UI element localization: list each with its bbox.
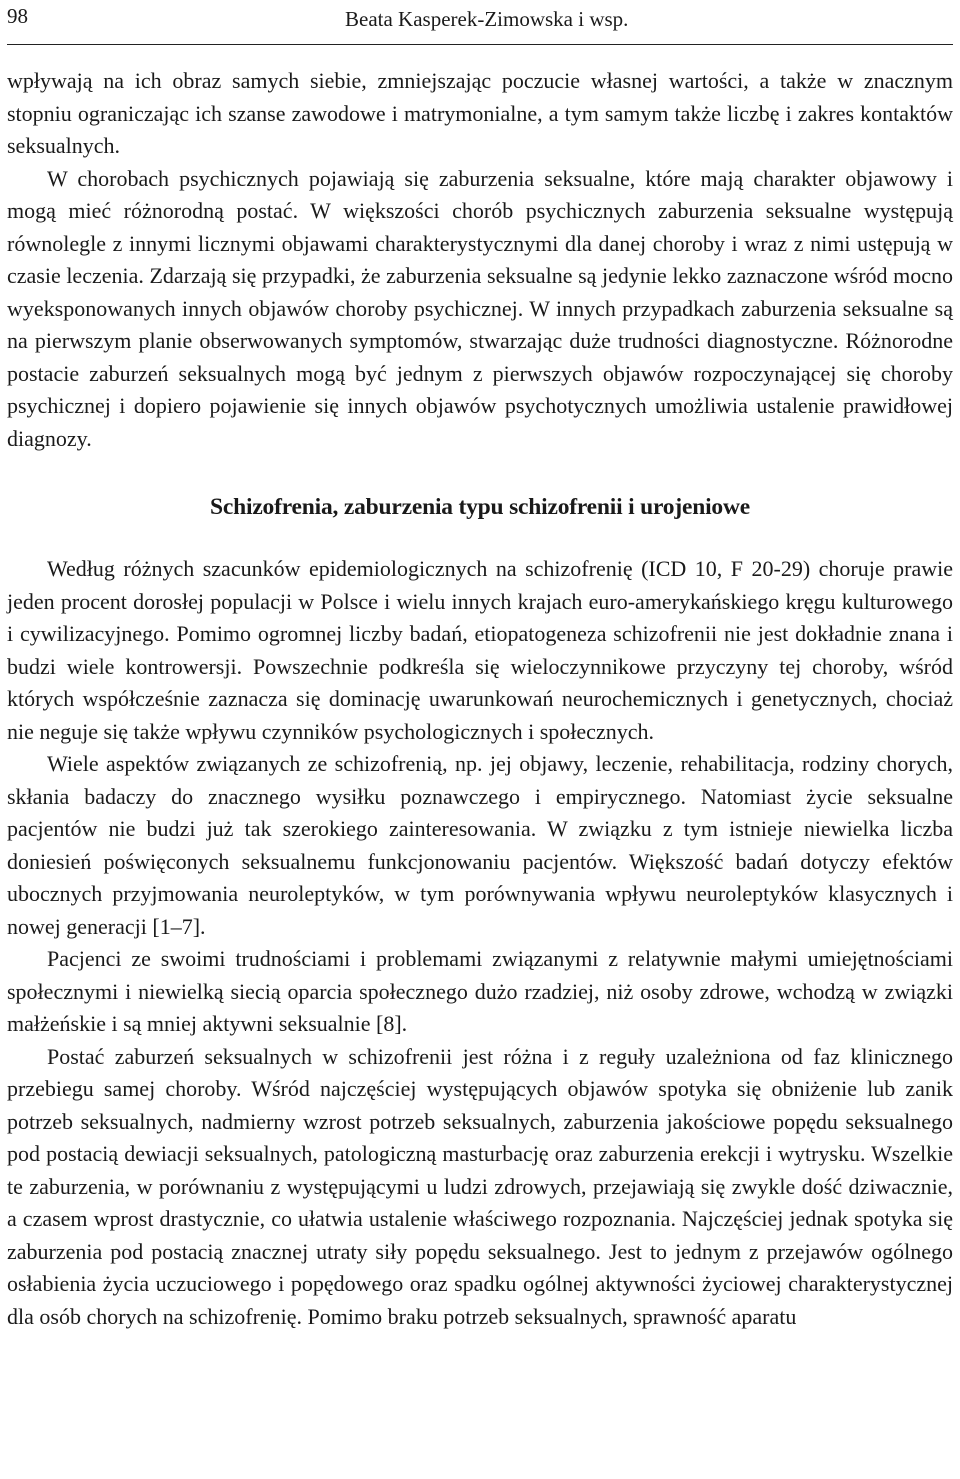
paragraph: Według różnych szacunków epidemiologicznych na schizofrenię (ICD 10, F 20-29) choruje prawie jeden procent dorosłej populacji w Polsce i wielu innych krajach euro-amerykańskiego kręgu kulturowego i cywilizacyjnego. Pomimo ogromnej liczby badań, etiopatogeneza schizofrenii nie jest dokładnie znana i budzi wiele kontrowersji. Powszechnie podkreśla się wieloczynnikowe przyczyny tej choroby, wśród których współcześnie zaznacza się dominację uwarunkowań neurochemicznych i genetycznych, chociaż nie neguje się także wpływu czynników psychologicznych i społecznych.	[7, 556, 953, 744]
paragraph: Postać zaburzeń seksualnych w schizofrenii jest różna i z reguły uzależniona od faz klinicznego przebiegu samej choroby. Wśród najczęściej występujących objawów spotyka się obniżenie lub zanik potrzeb seksualnych, nadmierny wzrost potrzeb seksualnych, zaburzenia jakościowe popędu seksualnego pod postacią dewiacji seksualnych, patologiczną masturbację oraz zaburzenia erekcji i wytrysku. Wszelkie te zaburzenia, w porównaniu z występującymi u ludzi zdrowych, przejawiają się zwykle dość dziwacznie, a czasem wprost drastycznie, co ułatwia ustalenie właściwego rozpoznania. Najczęściej jednak spotyka się zaburzenia pod postacią znacznej utraty siły popędu seksualnego. Jest to jednym z przejawów ogólnego osłabienia życia uczuciowego i popędowego oraz spadku ogólnej aktywności życiowej charakterystycznej dla osób chorych na schizofrenię. Pomimo braku potrzeb seksualnych, sprawność aparatu	[7, 1043, 953, 1329]
paragraph: Wiele aspektów związanych ze schizofrenią, np. jej objawy, leczenie, rehabilitacja, rodziny chorych, skłania badaczy do znacznego wysiłku poznawczego i empirycznego. Natomiast życie seksualne pacjentów nie budzi już tak szerokiego zainteresowania. W związku z tym istnieje niewielka liczba doniesień poświęconych seksualnemu funkcjonowaniu pacjentów. Większość badań dotyczy efektów ubocznych przyjmowania neuroleptyków, w tym porównywania wpływu neuroleptyków klasycznych i nowej generacji [1–7].	[7, 751, 953, 939]
page-number: 98	[7, 4, 28, 28]
body-text	[7, 65, 953, 1333]
paragraph: Pacjenci ze swoimi trudnościami i problemami związanymi z relatywnie małymi umiejętnościami społecznymi i niewielką siecią oparcia społecznego dużo rzadziej, niż osoby zdrowe, wchodzą w związki małżeńskie i są mniej aktywni seksualnie [8].	[7, 946, 953, 1036]
paragraph: W chorobach psychicznych pojawiają się zaburzenia seksualne, które mają charakter objawowy i mogą mieć różnorodną postać. W większości chorób psychicznych zaburzenia seksualne występują równolegle z innymi licznymi objawami charakterystycznymi dla danej choroby i wraz z nimi ustępują w czasie leczenia. Zdarzają się przypadki, że zaburzenia seksualne są jedynie lekko zaznaczone wśród mocno wyeksponowanych innych objawów choroby psychicznej. W innych przypadkach zaburzenia seksualne są na pierwszym planie obserwowanych symptomów, stwarzając duże trudności diagnostyczne. Różnorodne postacie zaburzeń seksualnych mogą być jednym z pierwszych objawów rozpoczynającej się choroby psychicznej i dopiero pojawienie się innych objawów psychotycznych umożliwia ustalenie prawidłowej diagnozy.	[7, 165, 953, 451]
running-header	[7, 0, 953, 45]
paragraph-continuation: wpływają na ich obraz samych siebie, zmniejszając poczucie własnej wartości, a także w znacznym stopniu ograniczając ich szanse zawodowe i matrymonialne, a tym samym także liczbę i zakres kontaktów seksualnych.	[7, 68, 953, 158]
running-title: Beata Kasperek-Zimowska i wsp.	[345, 7, 629, 31]
section-heading: Schizofrenia, zaburzenia typu schizofrenii i urojeniowe	[210, 494, 750, 520]
document-page	[7, 0, 953, 1333]
